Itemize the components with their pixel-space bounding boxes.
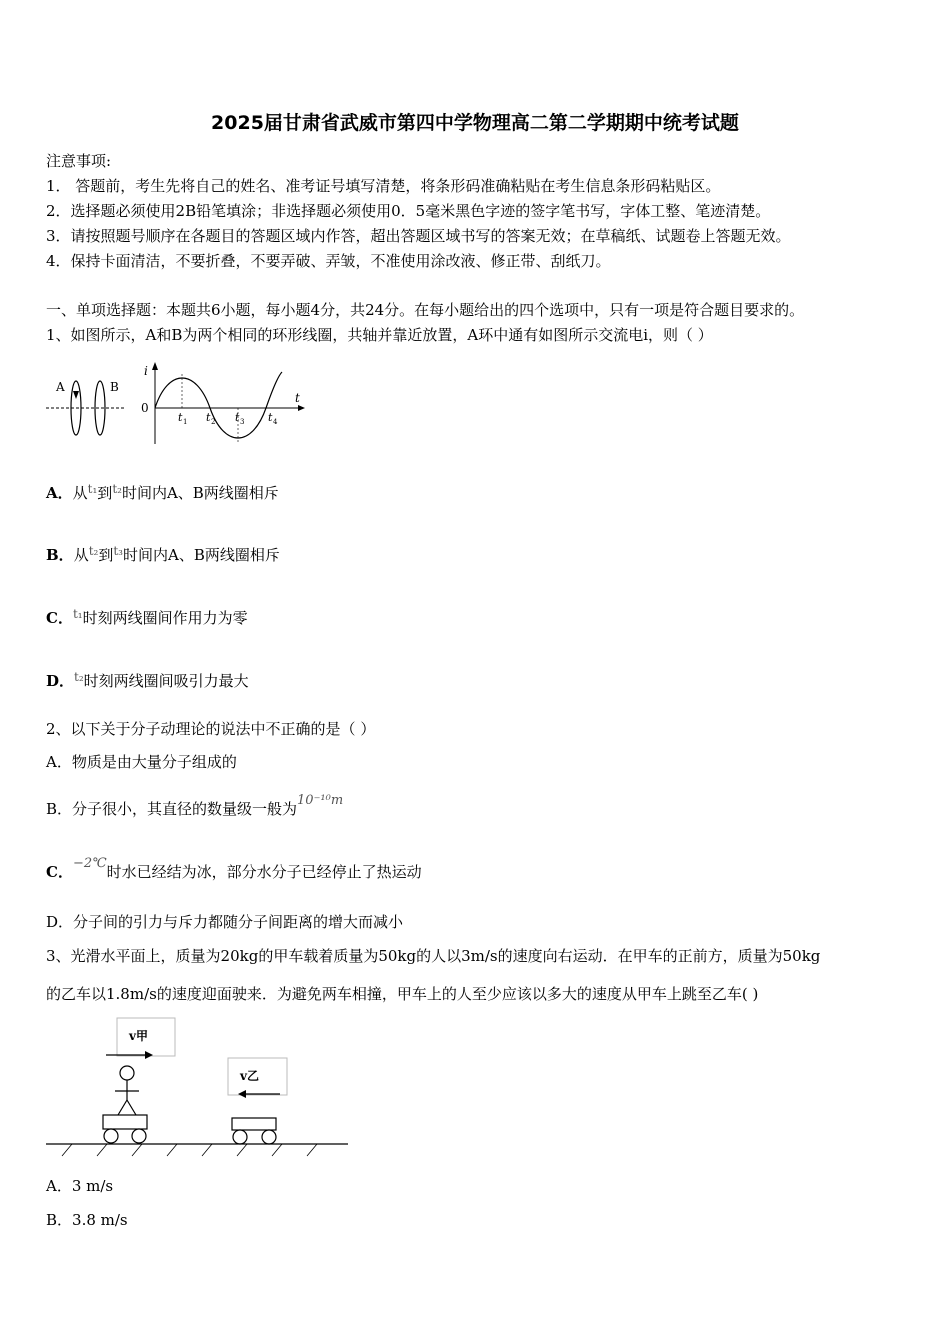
formula-image: t₃ [113,544,123,558]
coil-a-label: A [56,380,65,394]
option-text: 从 [72,484,88,502]
q2-option-c [46,856,422,882]
option-letter: C． [46,863,73,881]
option-letter: D． [46,672,75,690]
q1-option-d [46,671,249,691]
formula-image: −2℃ [72,856,107,871]
option-text: B．分子很小，其直径的数量级一般为 [46,800,298,818]
t4-label: t [268,411,273,424]
option-text: 从 [73,546,89,564]
option-text: 时水已经结为冰，部分水分子已经停止了热运动 [106,863,422,881]
formula-image: 10⁻¹⁰m [297,793,344,808]
v-jia-label: v甲 [129,1029,148,1043]
q2-option-a: A．物质是由大量分子组成的 [46,753,237,771]
coil-b-label: B [110,380,119,394]
notice-item: 1． 答题前，考生先将自己的姓名、准考证号填写清楚，将条形码准确粘贴在考生信息条形码粘贴区。 [46,177,721,195]
question-3-stem-line1: 3、光滑水平面上，质量为20kg的甲车载着质量为50kg的人以3m/s的速度向右运动．在甲车的正前方，质量为50kg [46,947,821,965]
q2-option-b [46,793,344,819]
origin-label: 0 [141,401,149,415]
option-text: 时刻两线圈间作用力为零 [82,609,248,627]
formula-image: t₁ [87,482,98,496]
t1-sub: 1 [183,418,188,426]
question-3-figure [44,1013,354,1163]
q3-option-a: A．3 m/s [46,1177,114,1195]
t1-label: t [178,411,183,424]
q3-option-b: B．3.8 m/s [46,1211,128,1229]
section-heading: 一、单项选择题：本题共6小题，每小题4分，共24分。在每小题给出的四个选项中，只有一项是符合题目要求的。 [46,301,805,319]
q1-option-c [46,608,248,628]
person-icon [115,1066,139,1115]
formula-image: t₁ [72,607,83,621]
option-text: 时间内A、B两线圈相斥 [123,546,280,564]
t3-label: t [235,411,240,424]
option-text: 时间内A、B两线圈相斥 [121,484,279,502]
t2-sub: 2 [211,418,216,426]
formula-image: t₂ [112,482,122,496]
v-yi-label: v乙 [240,1069,259,1083]
t2-label: t [206,411,211,424]
cart-yi-icon [232,1118,276,1144]
cart-jia-icon [103,1115,147,1143]
notice-heading: 注意事项: [46,152,112,170]
t4-sub: 4 [273,418,278,426]
option-text: 时刻两线圈间吸引力最大 [83,672,249,690]
option-text: 到 [98,546,114,564]
question-3-stem-line2: 的乙车以1.8m/s的速度迎面驶来．为避免两车相撞，甲车上的人至少应该以多大的速度从甲车上跳至乙车( ) [46,985,759,1003]
sine-curve [155,372,282,438]
arrow-right-icon [145,1051,153,1059]
axis-t-label: t [295,391,300,405]
q1-option-b [46,545,280,565]
page-title: 2025届甘肃省武威市第四中学物理高二第二学期期中统考试题 [211,112,739,134]
formula-image: t₂ [74,670,84,684]
question-1-figure [44,358,314,448]
option-letter: B． [46,546,74,564]
notice-item: 3．请按照题号顺序在各题目的答题区域内作答，超出答题区域书写的答案无效；在草稿纸、试题卷上答题无效。 [46,227,791,245]
question-1-stem: 1、如图所示，A和B为两个相同的环形线圈，共轴并靠近放置，A环中通有如图所示交流电i，则（ ） [46,326,713,344]
t3-sub: 3 [240,418,245,426]
question-2-stem: 2、以下关于分子动理论的说法中不正确的是（ ） [46,720,376,738]
axis-i-label: i [144,364,148,378]
option-text: 到 [97,484,113,502]
ground-hatch [62,1144,317,1156]
q2-option-d: D．分子间的引力与斥力都随分子间距离的增大而减小 [46,913,404,931]
arrow-left-icon [238,1090,246,1098]
formula-image: t₂ [88,544,99,558]
q1-option-a [46,483,279,503]
option-letter: A． [46,484,73,502]
option-letter: C． [46,609,73,627]
notice-item: 2．选择题必须使用2B铅笔填涂；非选择题必须使用0．5毫米黑色字迹的签字笔书写，字体工整、笔迹清楚。 [46,202,771,220]
notice-item: 4．保持卡面清洁，不要折叠，不要弄破、弄皱，不准使用涂改液、修正带、刮纸刀。 [46,252,611,270]
